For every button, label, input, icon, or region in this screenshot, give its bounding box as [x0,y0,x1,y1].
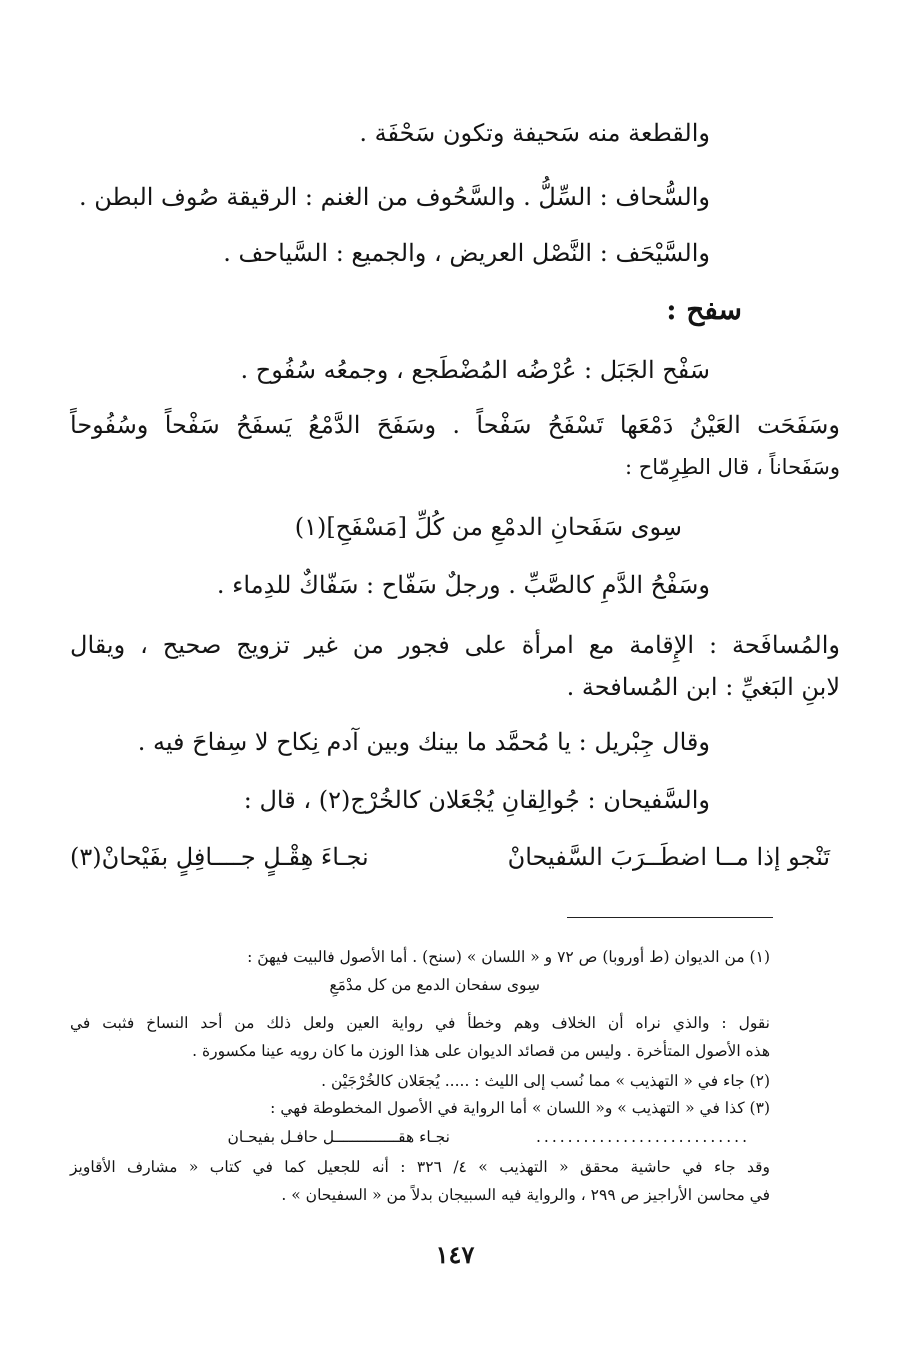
text-line: والقطعة منه سَحيفة وتكون سَحْفَة . [359,119,710,147]
footnote-line: وقد جاء في حاشية محقق « التهذيب » ٤/ ٣٢٦ : أنه للجعيل كما في كتاب « مشارف الأقاويز [70,1158,770,1176]
footnote-line: (٣) كذا في « التهذيب » و« اللسان » أما الرواية في الأصول المخطوطة فهي : [270,1099,770,1117]
poem-hemistich-right: تَنْجو إذا مــا اضطَــرَبَ السَّفيحانْ [507,843,830,871]
text-line: سَفْح الجَبَل : عُرْضُه المُضْطَجع ، وجمعُه سُفُوح . [240,356,710,384]
footnote-line: نقول : والذي نراه أن الخلاف وهم وخطأ في رواية العين ولعل ذلك من أحد النساخ فثبت في [70,1014,770,1032]
text-line: والسَّيْحَف : النَّصْل العريض ، والجميع : السَّياحف . [223,239,710,267]
footnote-line: (٢) جاء في « التهذيب » مما نُسب إلى الليث : ..... يُجعَلان كالخُرْجَيْن . [321,1072,770,1090]
footnote-verse: سِوى سفحان الدمع من كل مدْمَعِ [329,976,540,994]
text-line: وسَفَحَت العَيْنُ دَمْعَها تَسْفَحُ سَفْحاً . وسَفَحَ الدَّمْعُ يَسفَحُ سَفْحاً وسُفُوحاً [70,411,840,439]
entry-heading: سفح : [666,293,742,326]
verse-line: سِوى سَفَحانِ الدمْعِ من كُلِّ [مَسْفَحِ](١) [294,513,682,541]
text-line: والسُّحاف : السِّلُّ . والسَّحُوف من الغنم : الرقيقة صُوف البطن . [78,183,710,211]
footnote-dots: ........................... [535,1128,750,1146]
footnote-line: في محاسن الأراجيز ص ٢٩٩ ، والرواية فيه السبيجان بدلاً من « السفيحان » . [281,1186,770,1204]
footnote-line: (١) من الديوان (ط أوروبا) ص ٧٢ و « اللسان » (سنح) . أما الأصول فالبيت فيهنَ : [247,948,770,966]
text-line: وقال جِبْريل : يا مُحمَّد ما بينك وبين آدم نِكاح لا سِفاحَ فيه . [137,728,710,756]
text-line: لابنِ البَغيِّ : ابن المُسافحة . [566,673,840,701]
poem-hemistich-left: نجـاءَ هِقْـلٍ جــــافِلٍ بفَيْحانْ(٣) [70,843,369,871]
footnote-line: هذه الأصول المتأخرة . وليس من قصائد الديوان على هذا الوزن ما كان رويه عينا مكسورة . [192,1042,770,1060]
text-line: والسَّفيحان : جُوالِقانِ يُجْعَلان كالخُرْج(٢) ، قال : [243,786,710,814]
footnote-separator [567,917,773,918]
text-line: والمُسافَحة : الإِقامة مع امرأة على فجور من غير تزويج صحيح ، ويقال [70,631,840,659]
text-line: وسَفَحاناً ، قال الطِرِمّاح : [624,455,840,479]
footnote-verse: نجـاء هقــــــــــــــل حافـل بفيحـان [227,1128,450,1146]
text-line: وسَفْحُ الدَّمِ كالصَّبِّ . ورجلٌ سَفّاح : سَفّاكٌ للدِماء . [216,571,710,599]
page-number: ١٤٧ [435,1240,475,1269]
